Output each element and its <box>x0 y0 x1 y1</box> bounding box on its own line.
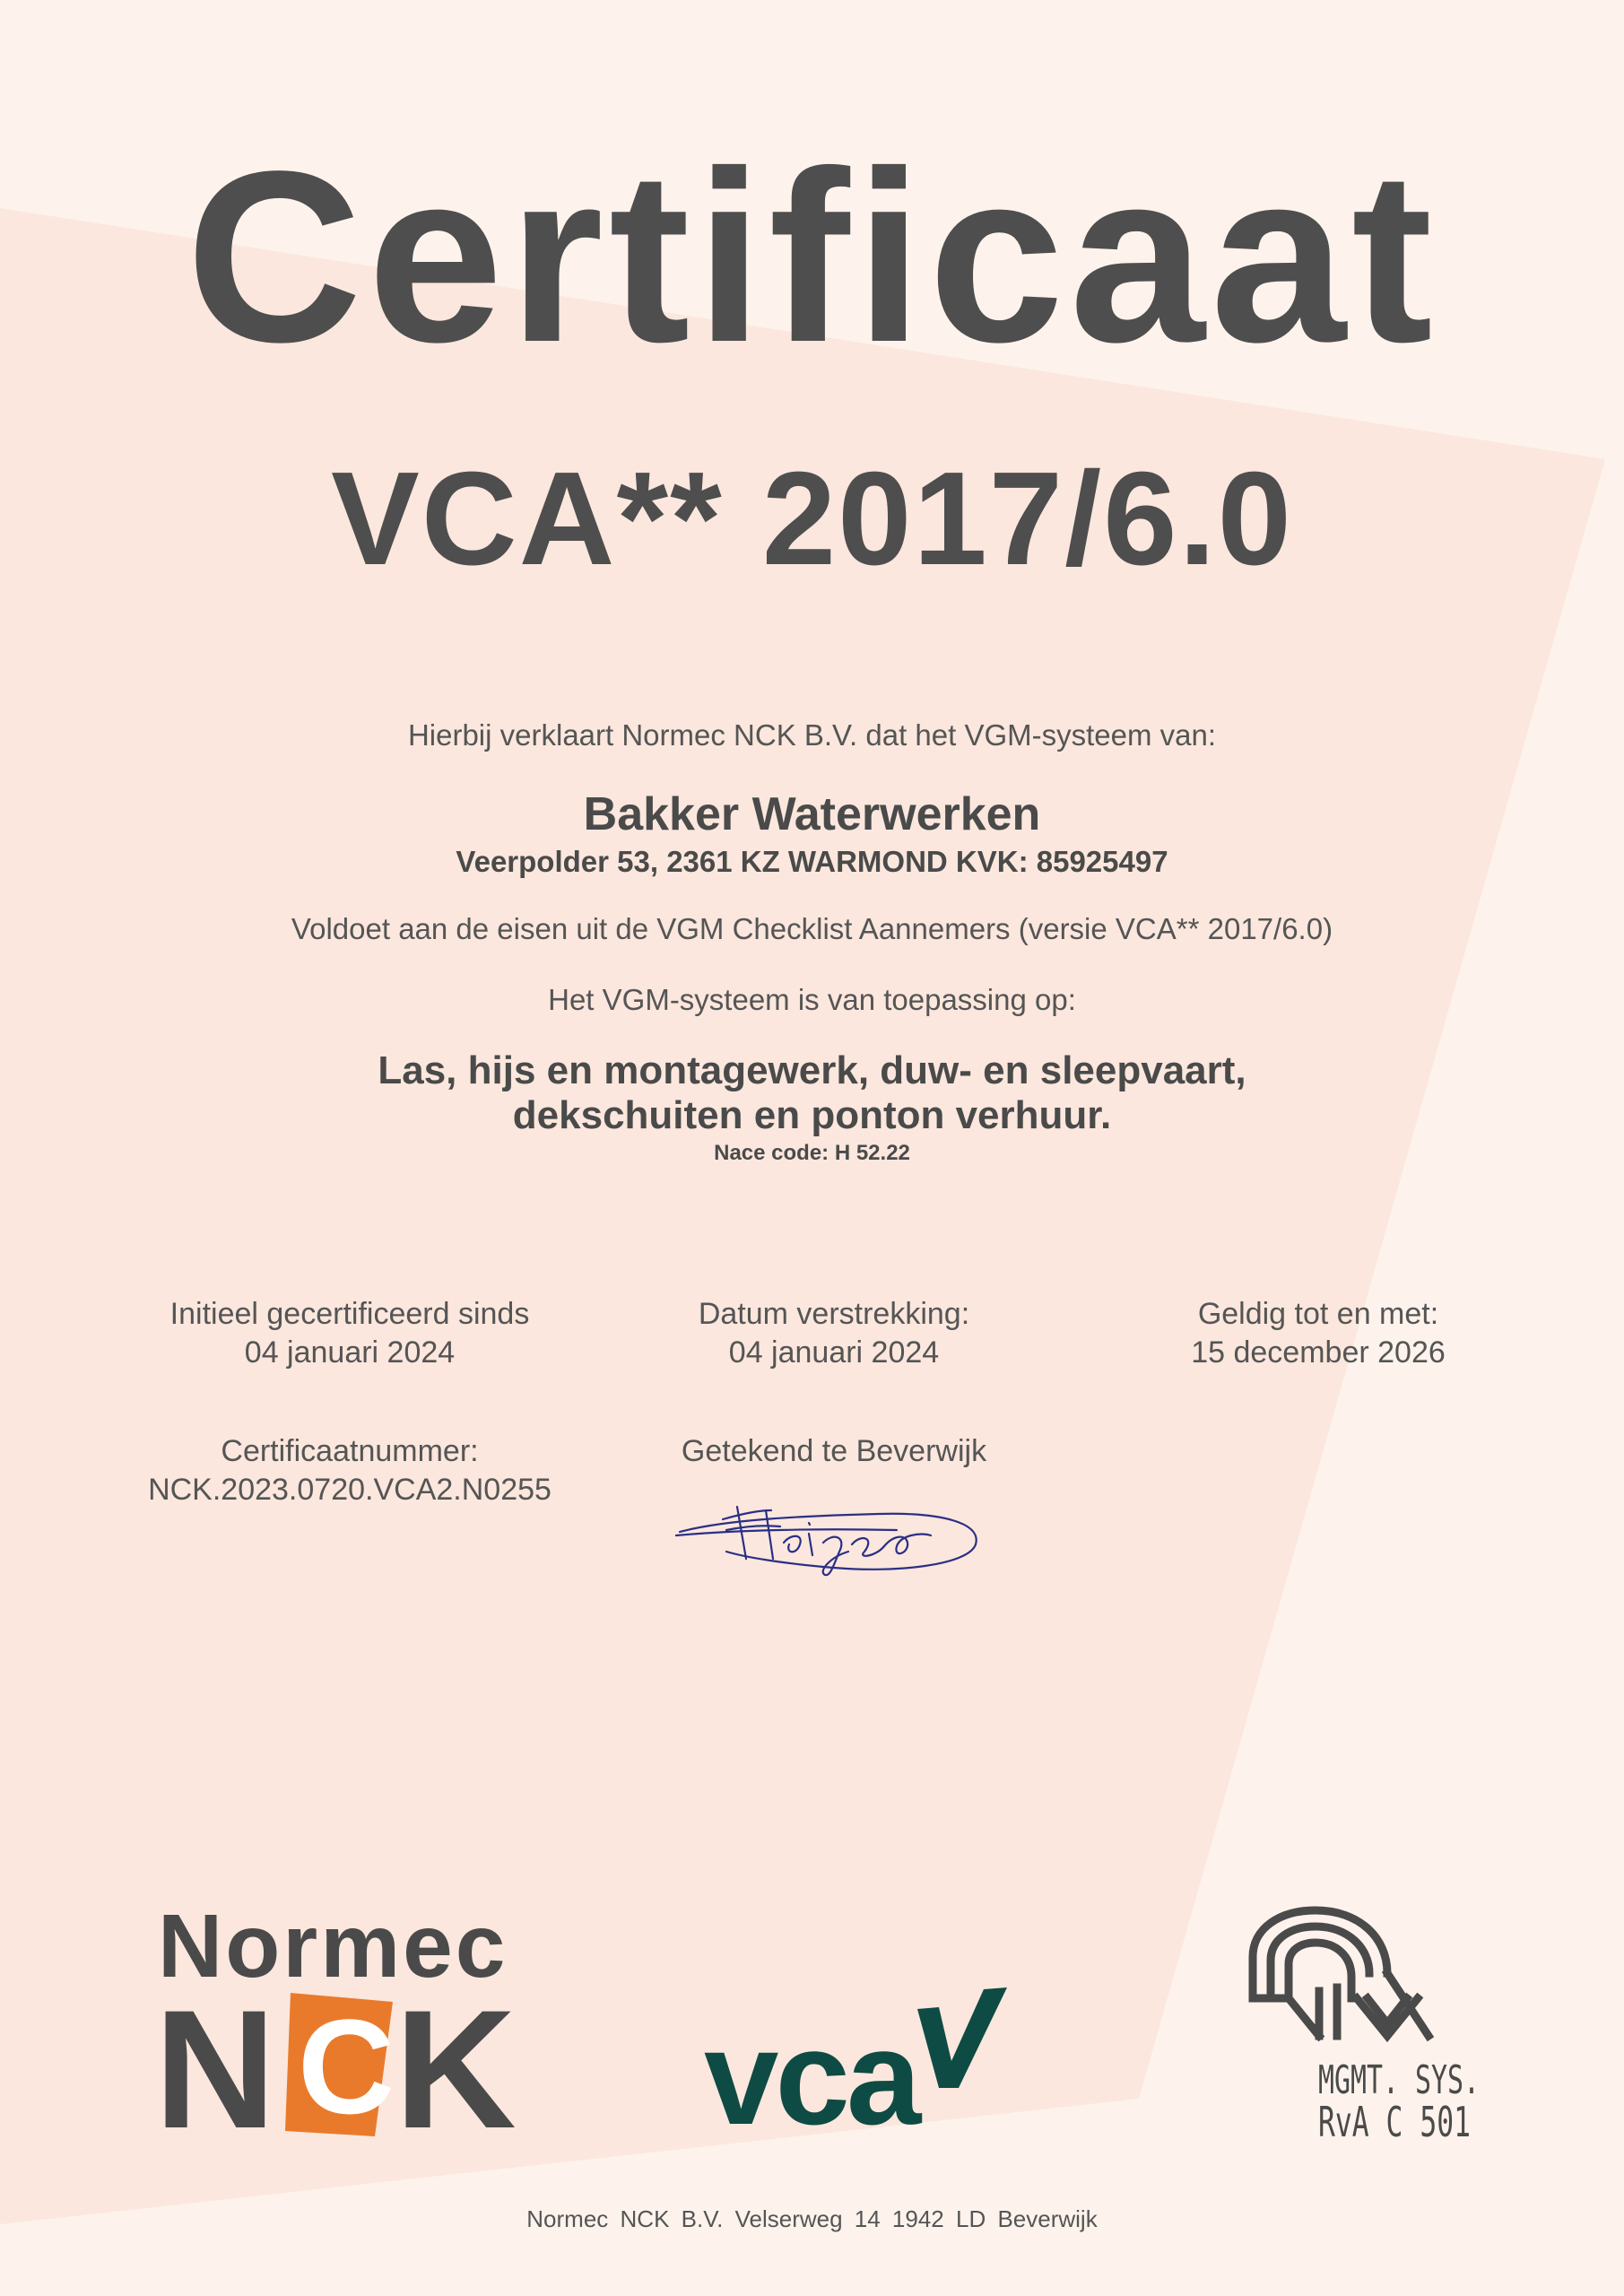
footer-address: Normec NCK B.V. Velserweg 14 1942 LD Beverwijk <box>526 2205 1098 2232</box>
rva-logo <box>1233 1901 1484 2144</box>
certificate-title: Certificaat <box>186 120 1438 393</box>
svg-text:vca: vca <box>704 2002 918 2152</box>
vca-logo <box>704 1982 1009 2152</box>
nace-code: Nace code: H 52.22 <box>714 1141 910 1165</box>
company-address: Veerpolder 53, 2361 KZ WARMOND KVK: 85925497 <box>456 845 1168 878</box>
vca-checkmark-icon <box>917 1987 1007 2088</box>
valid-until-block <box>1094 1295 1542 1371</box>
valid-date: 15 december 2026 <box>1191 1335 1446 1370</box>
normec-nck-logo <box>154 1896 549 2163</box>
initial-label: Initieel gecertificeerd sinds <box>169 1297 530 1331</box>
declaration-text: Hierbij verklaart Normec NCK B.V. dat het VGM-systeem van: <box>407 718 1217 752</box>
svg-text:K: K <box>395 1975 517 2163</box>
scope-line-2: dekschuiten en ponton verhuur. <box>512 1093 1112 1137</box>
certnum-value: NCK.2023.0720.VCA2.N0255 <box>148 1472 551 1507</box>
issue-date: 04 januari 2024 <box>728 1335 940 1370</box>
company-name: Bakker Waterwerken <box>583 788 1041 840</box>
svg-text:N: N <box>154 1975 276 2163</box>
svg-text:RvA C 501: RvA C 501 <box>1318 2098 1471 2146</box>
issue-date-block <box>610 1295 1058 1371</box>
signature <box>673 1480 986 1583</box>
initial-certified <box>126 1295 574 1371</box>
compliance-text: Voldoet aan de eisen uit de VGM Checklist Aannemers (versie VCA** 2017/6.0) <box>291 912 1333 945</box>
svg-text:MGMT. SYS.: MGMT. SYS. <box>1318 2057 1480 2103</box>
rva-logo-icon <box>1253 1910 1429 2036</box>
signed-block <box>610 1432 1058 1471</box>
svg-text:Normec: Normec <box>158 1896 508 1996</box>
signed-label: Getekend te Beverwijk <box>681 1434 987 1468</box>
svg-text:C: C <box>298 1991 395 2142</box>
certnum-label: Certificaatnummer: <box>221 1434 479 1468</box>
certificate-number-block <box>126 1432 574 1509</box>
issue-label: Datum verstrekking: <box>698 1297 970 1331</box>
valid-label: Geldig tot en met: <box>1197 1297 1439 1331</box>
initial-date: 04 januari 2024 <box>244 1335 456 1370</box>
scope-intro: Het VGM-systeem is van toepassing op: <box>548 983 1076 1016</box>
certificate-standard: VCA** 2017/6.0 <box>331 445 1293 593</box>
scope-line-1: Las, hijs en montagewerk, duw- en sleepvaart, <box>378 1048 1246 1092</box>
